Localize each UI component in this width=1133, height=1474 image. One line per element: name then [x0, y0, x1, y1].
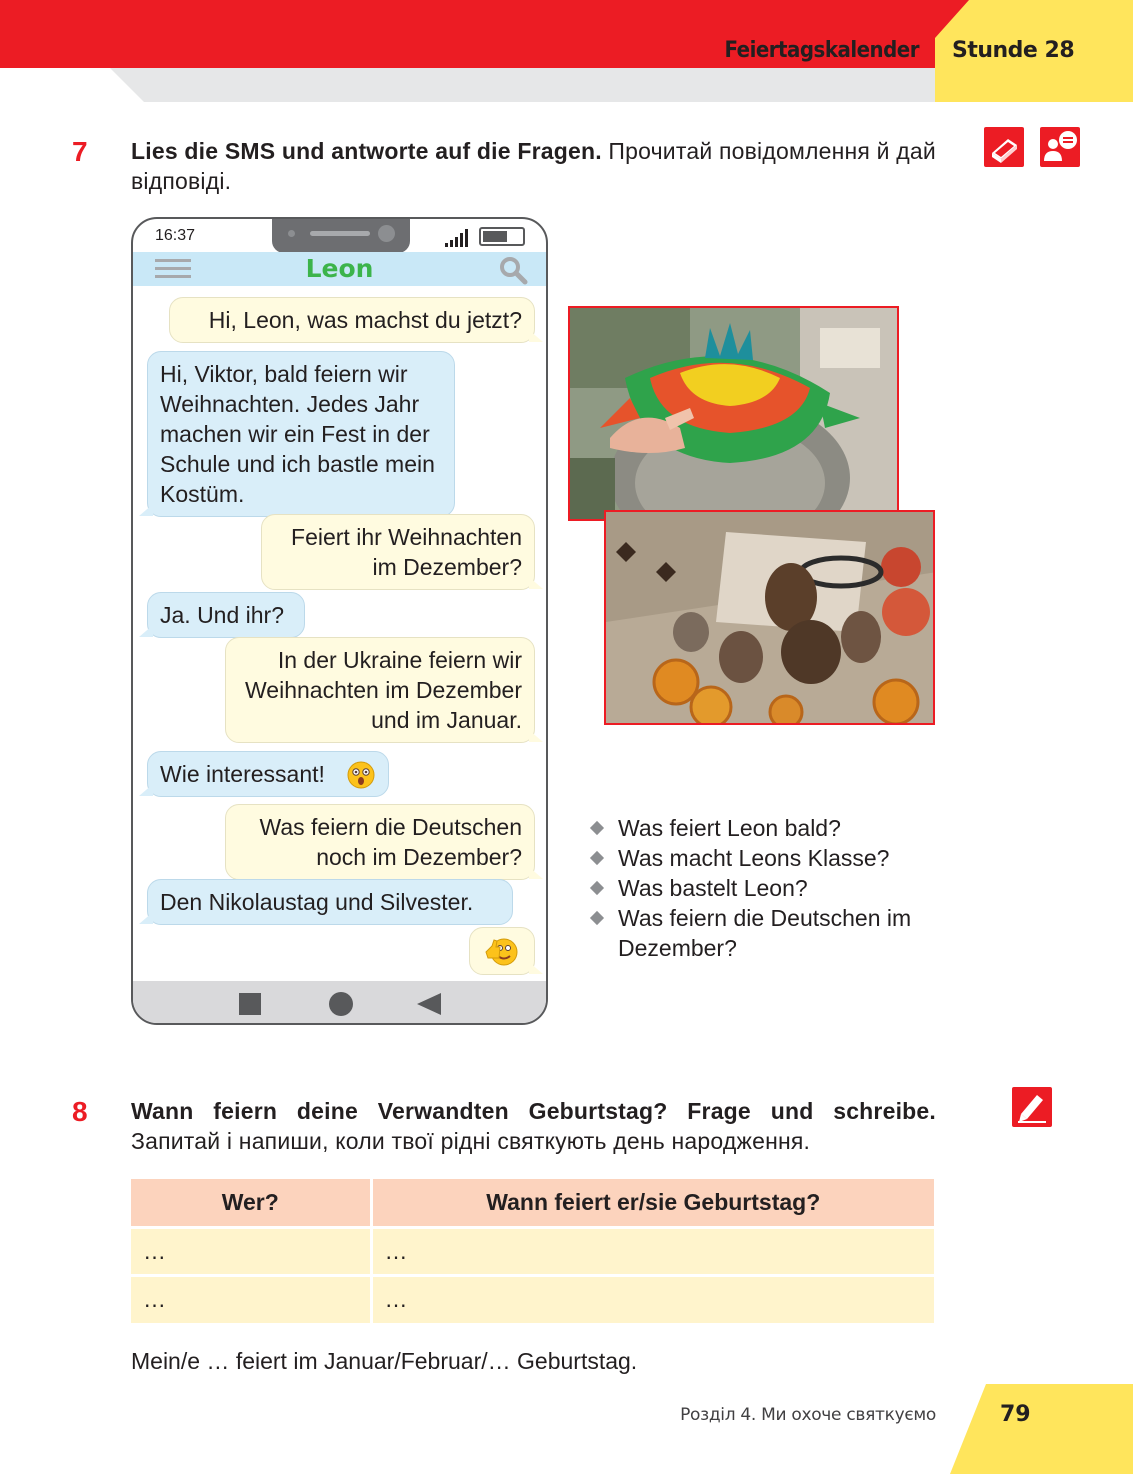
- chapter-title: Розділ 4. Ми охоче святкуємо: [680, 1405, 936, 1425]
- message-bubble-sent: [469, 927, 535, 975]
- task8-instruction-de: Wann feiern deine Verwandten Geburtstag? Frage und schreibe.: [131, 1098, 936, 1124]
- question-item: Was feiert Leon bald?: [590, 813, 950, 843]
- table-cell[interactable]: …: [131, 1227, 371, 1275]
- phone-mockup: [131, 217, 548, 1025]
- book-icon: [984, 127, 1024, 167]
- header-gray-band: [110, 68, 940, 102]
- square-icon[interactable]: [239, 993, 261, 1015]
- task-number-8: 8: [72, 1096, 88, 1127]
- question-list: [590, 813, 950, 963]
- pencil-icon: [1012, 1087, 1052, 1127]
- phone-nav-bar: [133, 981, 546, 1025]
- task7-instruction: [131, 136, 936, 196]
- table-row: [131, 1275, 934, 1323]
- page-number: 79: [1000, 1402, 1031, 1427]
- table-cell[interactable]: …: [371, 1275, 934, 1323]
- task7-instruction-de: Lies die SMS und antworte auf die Fragen.: [131, 138, 602, 164]
- message-bubble-received: [147, 751, 389, 797]
- sensor-dot: [288, 230, 295, 237]
- question-item: Was macht Leons Klasse?: [590, 843, 950, 873]
- chat-header: [133, 252, 546, 286]
- task8-instruction: [131, 1096, 936, 1156]
- search-icon[interactable]: [498, 255, 528, 285]
- surprised-emoji: [346, 760, 376, 790]
- discussion-icon: [1040, 127, 1080, 167]
- contact-name: Leon: [305, 254, 374, 283]
- table-header-row: [131, 1179, 934, 1227]
- message-bubble-sent: Feiert ihr Weihnachten im Dezember?: [261, 514, 535, 590]
- message-bubble-received: Ja. Und ihr?: [147, 592, 305, 638]
- question-item: Was bastelt Leon?: [590, 873, 950, 903]
- photo-pine-cones-oranges: [604, 510, 935, 725]
- message-text: Wie interessant!: [160, 761, 325, 787]
- footer-yellow-tab: [950, 1384, 1133, 1474]
- battery-icon: [479, 227, 525, 246]
- photo-pinata-crafting: [568, 306, 899, 521]
- lesson-label: Stunde 28: [952, 38, 1075, 63]
- table-cell[interactable]: …: [371, 1227, 934, 1275]
- message-bubble-sent: In der Ukraine feiern wir Weihnachten im Dezember und im Januar.: [225, 637, 535, 743]
- table-header: Wann feiert er/sie Geburtstag?: [371, 1179, 934, 1227]
- circle-icon[interactable]: [329, 992, 353, 1016]
- message-bubble-sent: Hi, Leon, was machst du jetzt?: [169, 297, 535, 343]
- phone-notch: [272, 217, 410, 253]
- task-number-7: 7: [72, 136, 88, 167]
- birthday-table: [131, 1179, 934, 1323]
- thumbs-up-emoji: [484, 934, 520, 968]
- task7-instruction-ua: Прочитай повідомлення й дай відповіді.: [131, 138, 936, 194]
- section-title: Feiertagskalender: [724, 38, 919, 63]
- camera-dot: [378, 225, 395, 242]
- task8-instruction-ua: Запитай і напиши, коли твої рідні святкують день народження.: [131, 1128, 811, 1154]
- message-bubble-received: Den Nikolaustag und Silvester.: [147, 879, 513, 925]
- model-sentence: Mein/e … feiert im Januar/Februar/… Geburtstag.: [131, 1348, 638, 1374]
- table-header: Wer?: [131, 1179, 371, 1227]
- table-row: [131, 1227, 934, 1275]
- message-bubble-sent: Was feiern die Deutschen noch im Dezember?: [225, 804, 535, 880]
- status-time: 16:37: [155, 227, 196, 244]
- table-cell[interactable]: …: [131, 1275, 371, 1323]
- signal-icon: [445, 229, 471, 247]
- message-bubble-received: Hi, Viktor, bald feiern wir Weihnachten. Jedes Jahr machen wir ein Fest in der Schule und ich bastle mein Kostüm.: [147, 351, 455, 517]
- back-triangle-icon[interactable]: [417, 993, 441, 1015]
- question-item: Was feiern die Deutschen im Dezember?: [590, 903, 950, 963]
- speaker-grille: [310, 231, 370, 236]
